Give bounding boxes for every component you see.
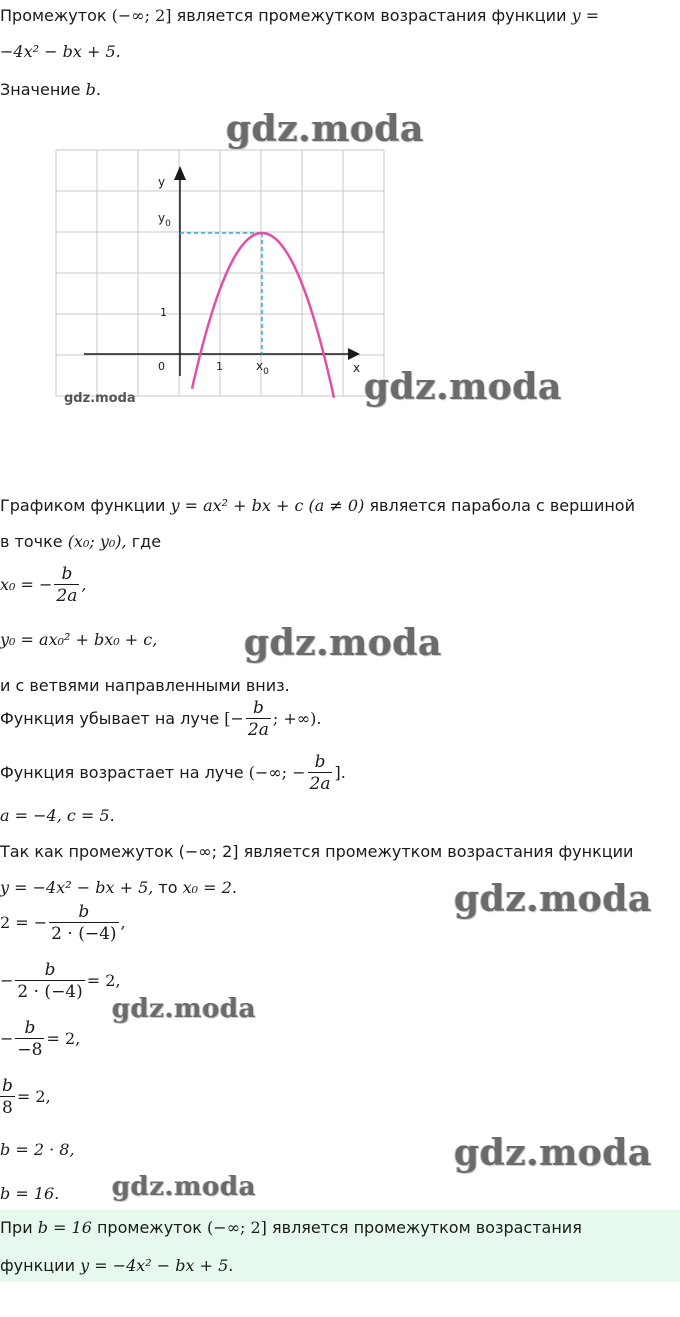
- parabola-graph: [50, 140, 390, 410]
- watermark: gdz.moda: [454, 1132, 652, 1174]
- problem-question: Значение: [0, 80, 81, 99]
- answer-text: функции: [0, 1256, 75, 1275]
- solution-text: Графиком функции: [0, 496, 166, 515]
- numerator: b: [61, 564, 73, 584]
- denominator: 2 · (−4): [17, 982, 83, 1002]
- numerator: b: [24, 1018, 36, 1038]
- fraction: [15, 960, 84, 1003]
- y-axis-label: y: [158, 175, 166, 189]
- watermark: gdz.moda: [226, 108, 424, 150]
- fraction: [308, 752, 333, 795]
- denominator: −8: [17, 1040, 43, 1060]
- solution-text: где: [131, 532, 162, 551]
- formula-part: [−: [224, 709, 244, 728]
- problem-formula: −4x² − bx + 5.: [0, 42, 121, 61]
- watermark: gdz.moda: [112, 994, 257, 1024]
- solution-line-8: a = −4, c = 5.: [0, 806, 115, 825]
- denominator: 8: [0, 1096, 15, 1119]
- problem-line-3: [0, 80, 101, 99]
- formula-part: = 2,: [16, 1087, 51, 1106]
- graph-watermark: gdz.moda: [64, 391, 136, 406]
- formula-part: ; +∞).: [272, 709, 322, 728]
- solution-line-14: [0, 1076, 51, 1119]
- denominator: 2 · (−4): [51, 924, 117, 944]
- denominator: 2a: [247, 720, 269, 740]
- solution-line-16: b = 16.: [0, 1184, 60, 1203]
- formula-part: −: [0, 1029, 14, 1048]
- answer-formula: y = −4x² − bx + 5.: [80, 1256, 234, 1275]
- x0-label-main: x: [256, 359, 264, 373]
- watermark: gdz.moda: [112, 1172, 257, 1202]
- y-axis-arrow: [174, 166, 186, 180]
- solution-line-13: [0, 1018, 80, 1061]
- numerator: b: [44, 960, 56, 980]
- formula-part: = 2,: [46, 1029, 81, 1048]
- solution-text: в точке: [0, 532, 63, 551]
- formula-part: = 2,: [86, 971, 121, 990]
- x-tick-one: 1: [216, 360, 223, 373]
- solution-line-1: [0, 496, 635, 515]
- numerator: b: [314, 752, 326, 772]
- fraction: [54, 564, 79, 607]
- fraction: [246, 698, 271, 741]
- solution-line-10: [0, 878, 237, 897]
- solution-line-3: [0, 564, 86, 607]
- formula-part: ].: [334, 763, 346, 782]
- vertex-point: (x₀; y₀),: [67, 532, 127, 551]
- problem-text-rest: является промежутком возрастания функции: [176, 6, 567, 25]
- solution-text: то: [158, 878, 178, 897]
- watermark: gdz.moda: [244, 622, 442, 664]
- answer-text: является промежутком возрастания: [272, 1218, 582, 1237]
- problem-var: y =: [571, 6, 600, 25]
- answer-value: b = 16: [37, 1218, 92, 1237]
- numerator: b: [2, 1076, 13, 1096]
- origin-label: 0: [158, 360, 165, 373]
- denominator: 2a: [309, 774, 331, 794]
- watermark: gdz.moda: [454, 878, 652, 920]
- fraction: [15, 1018, 44, 1061]
- formula-part: ,: [120, 913, 126, 932]
- problem-interval: (−∞; 2]: [111, 6, 172, 25]
- y0-label-sub: 0: [165, 219, 171, 229]
- y0-label-main: y: [158, 211, 166, 225]
- solution-line-6: [0, 698, 321, 741]
- problem-question-var: b.: [85, 80, 101, 99]
- solution-line-11: [0, 902, 126, 945]
- answer-text: промежуток: [96, 1218, 202, 1237]
- x0-label-sub: 0: [263, 367, 269, 377]
- fraction: [49, 902, 118, 945]
- fraction: [0, 1076, 15, 1119]
- numerator: b: [252, 698, 264, 718]
- formula-part: x₀ = 2.: [182, 878, 237, 897]
- x0-label: [256, 359, 269, 377]
- solution-formula: y = ax² + bx + c (a ≠ 0): [170, 496, 365, 515]
- formula-part: y = −4x² − bx + 5,: [0, 878, 154, 897]
- watermark: gdz.moda: [364, 366, 562, 408]
- solution-line-7: [0, 752, 346, 795]
- solution-line-2: [0, 532, 161, 551]
- y0-label: [158, 211, 171, 229]
- formula-part: −: [0, 971, 14, 990]
- formula-part: ,: [81, 575, 87, 594]
- solution-line-5: и с ветвями направленными вниз.: [0, 676, 290, 695]
- answer-box: [0, 1210, 680, 1282]
- solution-text: Функция убывает на луче: [0, 709, 220, 728]
- answer-interval: (−∞; 2]: [207, 1218, 267, 1237]
- formula-part: 2 = −: [0, 913, 48, 932]
- answer-line-2: [0, 1256, 233, 1275]
- solution-line-4: y₀ = ax₀² + bx₀ + c,: [0, 630, 158, 649]
- x-axis-label: x: [353, 361, 361, 375]
- y-tick-one: 1: [160, 306, 167, 319]
- numerator: b: [78, 902, 90, 922]
- solution-text: является парабола с вершиной: [369, 496, 635, 515]
- formula-part: x₀ = −: [0, 575, 53, 594]
- formula-part: (−∞; −: [248, 763, 306, 782]
- solution-line-9: Так как промежуток (−∞; 2] является промежутком возрастания функции: [0, 842, 634, 861]
- solution-line-12: [0, 960, 121, 1003]
- answer-text: При: [0, 1218, 33, 1237]
- problem-text: Промежуток: [0, 6, 107, 25]
- x-axis-arrow: [348, 348, 360, 360]
- solution-text: Функция возрастает на луче: [0, 763, 244, 782]
- solution-line-15: b = 2 · 8,: [0, 1140, 75, 1159]
- answer-line-1: [0, 1218, 582, 1237]
- problem-line-1: [0, 6, 599, 25]
- denominator: 2a: [56, 586, 78, 606]
